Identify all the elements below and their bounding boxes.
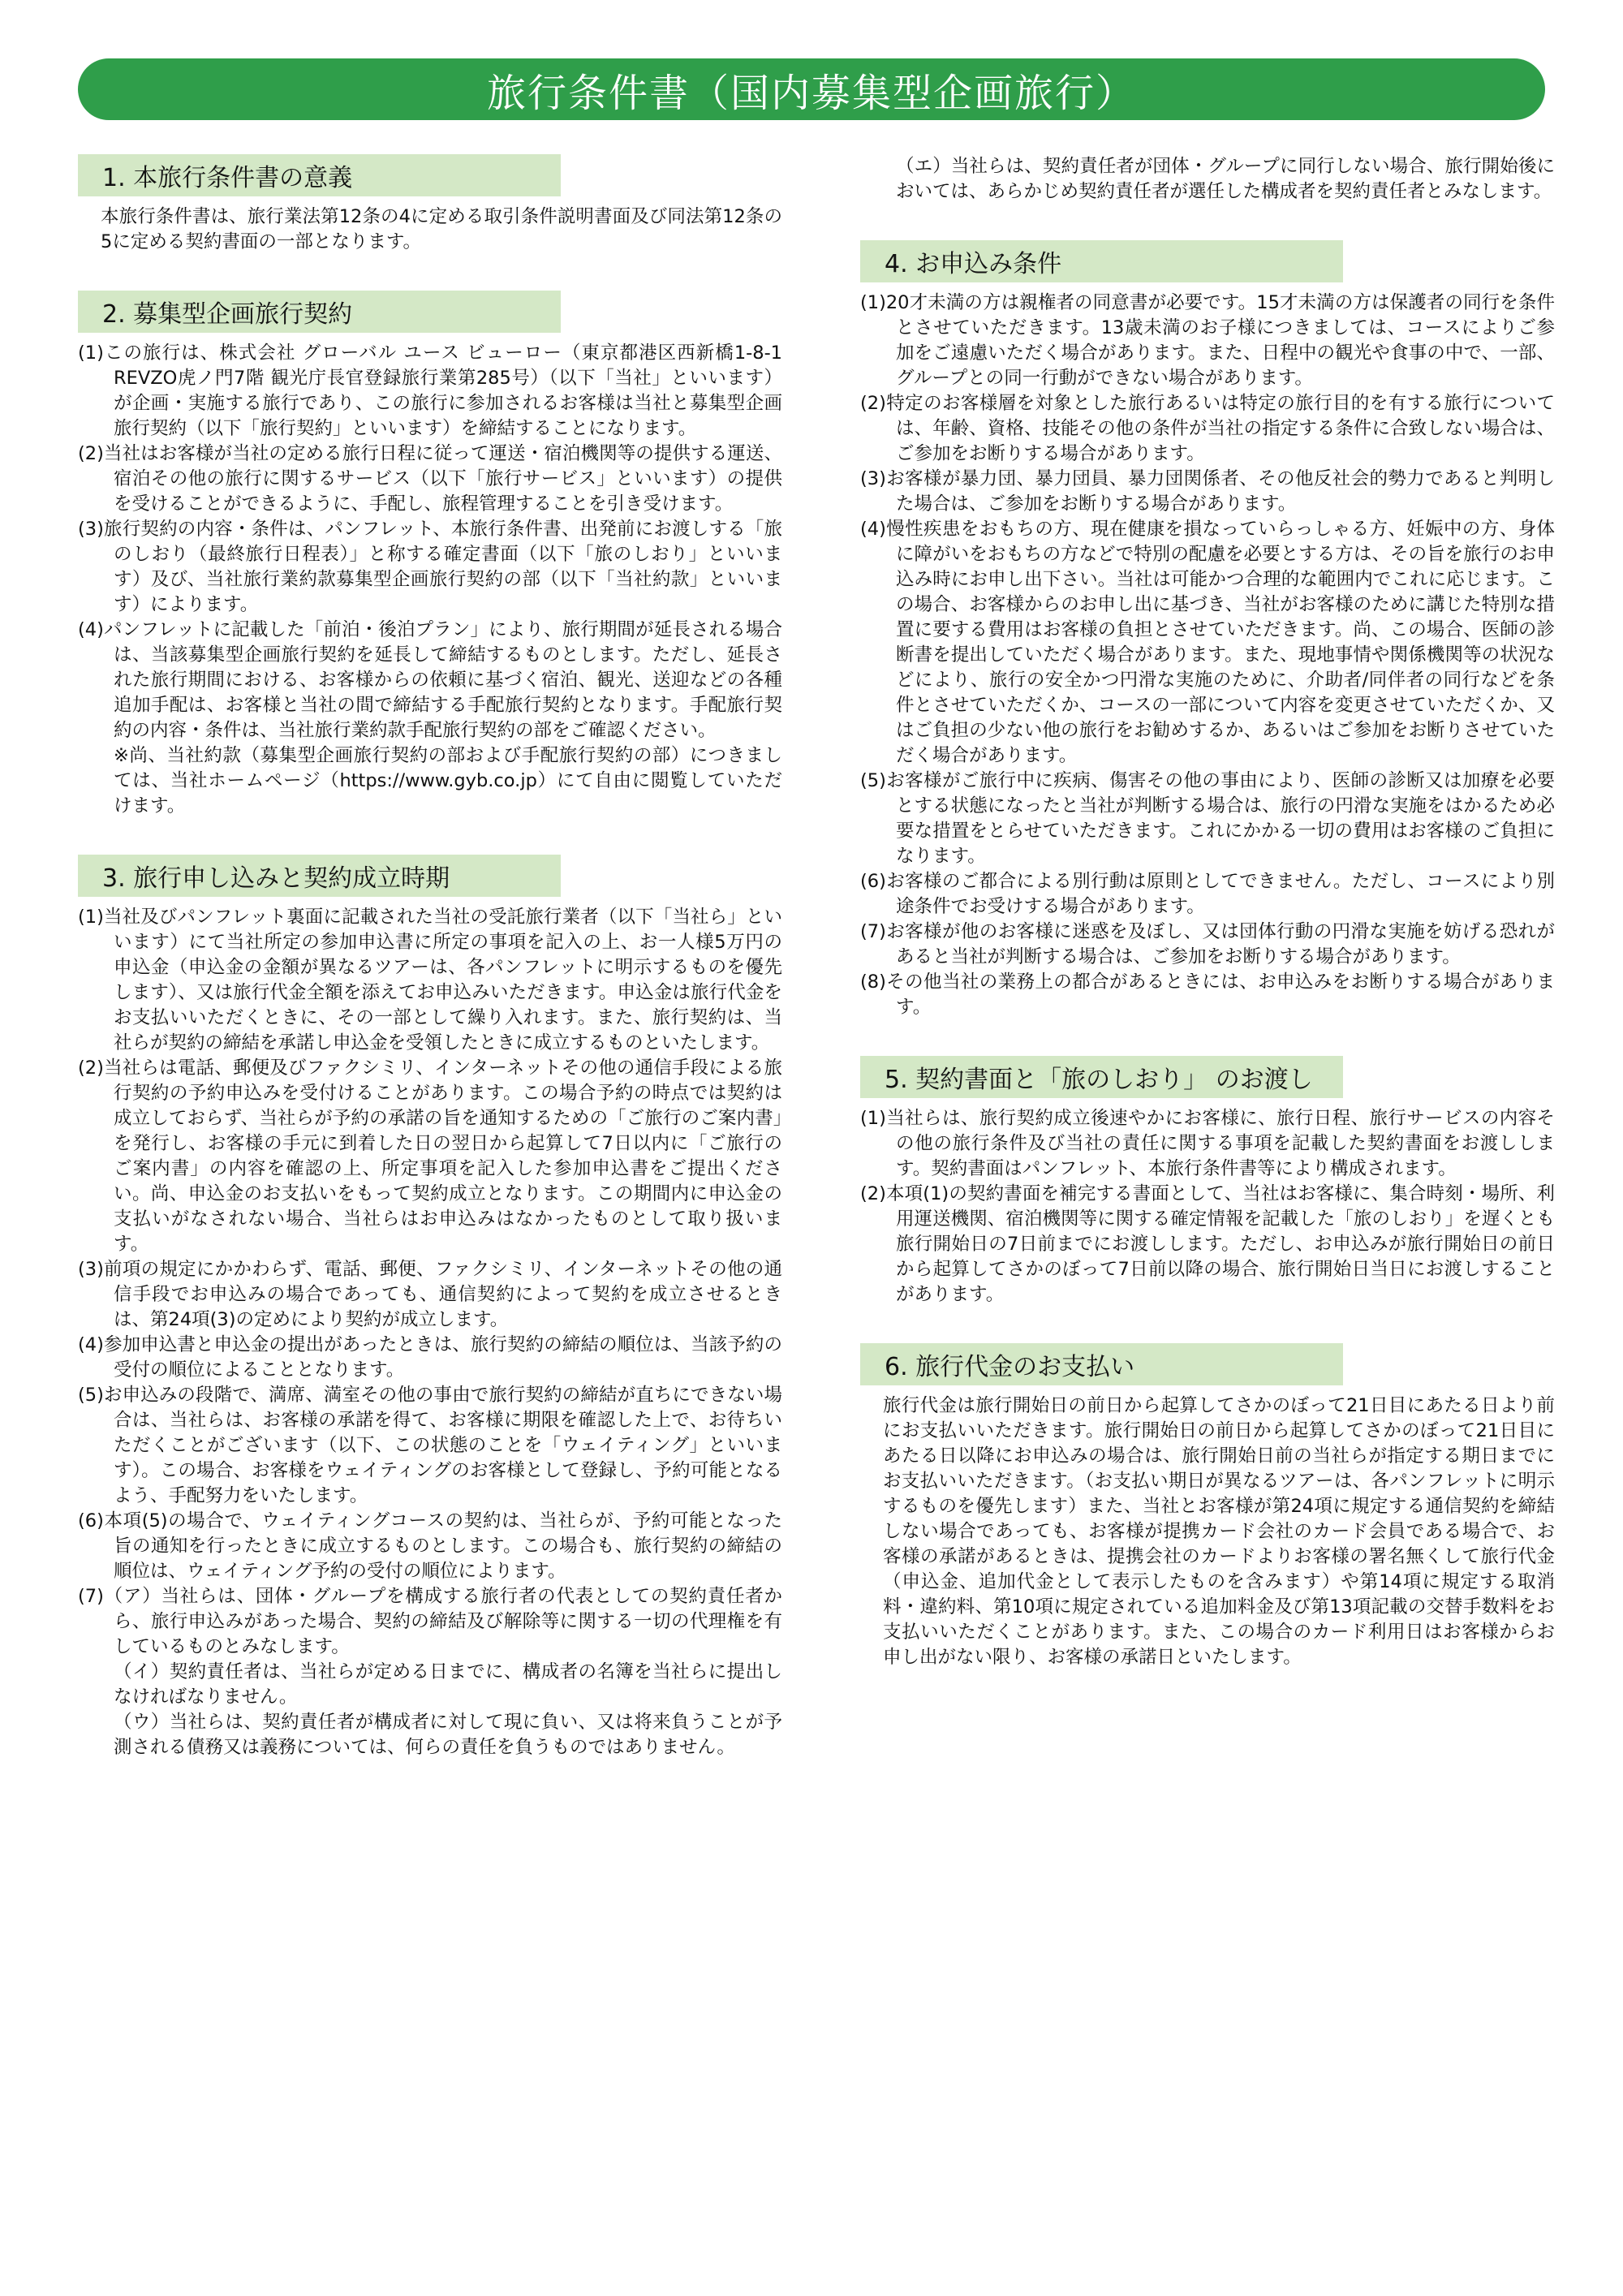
section <box>78 855 782 1760</box>
clause-item: (3)前項の規定にかかわらず、電話、郵便、ファクシミリ、インターネットその他の通信手段でお申込みの場合であっても、通信契約によって契約を成立させるときは、第24項(3)の定めにより契約が成立します。 <box>78 1259 782 1330</box>
section-heading: 5. 契約書面と「旅のしおり」 のお渡し <box>860 1056 1343 1098</box>
page-title: 旅行条件書（国内募集型企画旅行） <box>486 70 1136 116</box>
clause-item: (8)その他当社の業務上の都合があるときには、お申込みをお断りする場合があります。 <box>860 971 1555 1018</box>
clause-item: (1)当社らは、旅行契約成立後速やかにお客様に、旅行日程、旅行サービスの内容その他の旅行条件及び当社の責任に関する事項を記載した契約書面をお渡しします。契約書面はパンフレット、本旅行条件書等により構成されます。 <box>860 1108 1555 1179</box>
clause-text: （エ）当社らは、契約責任者が団体・グループに同行しない場合、旅行開始後においては、あらかじめ契約責任者が選任した構成者を契約責任者とみなします。 <box>896 156 1555 202</box>
clause-item: (1)この旅行は、株式会社 グローバル ユース ビューロー（東京都港区西新橋1-8-1 REVZO虎ノ門7階 観光庁長官登録旅行業第285号）（以下「当社」といいます）が企画・実施する旅行であり、この旅行に参加されるお客様は当社と募集型企画旅行契約（以下「旅行契約」といいます）を締結することになります。 <box>78 342 782 439</box>
clause-item: (2)本項(1)の契約書面を補完する書面として、当社はお客様に、集合時刻・場所、利用運送機関、宿泊機関等に関する確定情報を記載した「旅のしおり」を遅くとも旅行開始日の7日前までにお渡しします。ただし、お申込みが旅行開始日の前日から起算してさかのぼって7日前以降の場合、旅行開始日当日にお渡しすることがあります。 <box>860 1183 1555 1305</box>
clause-item: (5)お申込みの段階で、満席、満室その他の事由で旅行契約の締結が直ちにできない場合は、当社らは、お客様の承諾を得て、お客様に期限を確認した上で、お待ちいただくことがございます（以下、この状態のことを「ウェイティング」といいます）。この場合、お客様をウェイティングのお客様として登録し、予約可能となるよう、手配努力をいたします。 <box>78 1385 782 1506</box>
clause-item: (4)慢性疾患をおもちの方、現在健康を損なっていらっしゃる方、妊娠中の方、身体に障がいをおもちの方などで特別の配慮を必要とする方は、その旨を旅行のお申込み時にお申し出下さい。当社は可能かつ合理的な範囲内でこれに応じます。この場合、お客様からのお申し出に基づき、当社がお客様のために講じた特別な措置に要する費用はお客様の負担とさせていただきます。尚、この場合、医師の診断書を提出していただく場合があります。また、現地事情や関係機関等の状況などにより、旅行の安全かつ円滑な実施のために、介助者/同伴者の同行などを条件とさせていただくか、コースの一部について内容を変更させていただくか、又はご負担の少ない他の旅行をお勧めするか、あるいはご参加をお断りさせていただく場合があります。 <box>860 519 1555 766</box>
clause-item: (6)本項(5)の場合で、ウェイティングコースの契約は、当社らが、予約可能となった旨の通知を行ったときに成立するものとします。この場合も、旅行契約の締結の順位は、ウェイティング予約の受付の順位によります。 <box>78 1510 782 1582</box>
section-heading: 6. 旅行代金のお支払い <box>860 1343 1343 1385</box>
clause-text: 本旅行条件書は、旅行業法第12条の4に定める取引条件説明書面及び同法第12条の5に定める契約書面の一部となります。 <box>101 206 782 252</box>
section <box>78 291 782 819</box>
section-heading: 4. お申込み条件 <box>860 240 1343 282</box>
clause-item: (4)パンフレットに記載した「前泊・後泊プラン」により、旅行期間が延長される場合は、当該募集型企画旅行契約を延長して締結するものとします。ただし、延長された旅行期間における、お客様からの依頼に基づく宿泊、観光、送迎などの各種追加手配は、お客様と当社の間で締結する手配旅行契約となります。手配旅行契約の内容・条件は、当社旅行業約款手配旅行契約の部をご確認ください。 <box>78 619 782 741</box>
clause-item: (4)参加申込書と申込金の提出があったときは、旅行契約の締結の順位は、当該予約の受付の順位によることとなります。 <box>78 1334 782 1381</box>
clause-item: (5)お客様がご旅行中に疾病、傷害その他の事由により、医師の診断又は加療を必要とする状態になったと当社が判断する場合は、旅行の円滑な実施をはかるため必要な措置をとらせていただきます。これにかかる一切の費用はお客様のご負担になります。 <box>860 770 1555 867</box>
clause-item: (3)旅行契約の内容・条件は、パンフレット、本旅行条件書、出発前にお渡しする「旅のしおり（最終旅行日程表）」と称する確定書面（以下「旅のしおり」といいます）及び、当社旅行業約款募集型企画旅行契約の部（以下「当社約款」といいます）によります。 <box>78 519 782 615</box>
clause-item: (7)（ア）当社らは、団体・グループを構成する旅行者の代表としての契約責任者から、旅行申込みがあった場合、契約の締結及び解除等に関する一切の代理権を有しているものとみなします。 <box>78 1586 782 1657</box>
clause-item: (3)お客様が暴力団、暴力団員、暴力団関係者、その他反社会的勢力であると判明した場合は、ご参加をお断りする場合があります。 <box>860 468 1555 515</box>
section <box>860 1056 1555 1307</box>
clause-item: (2)当社はお客様が当社の定める旅行日程に従って運送・宿泊機関等の提供する運送、宿泊その他の旅行に関するサービス（以下「旅行サービス」といいます）の提供を受けることができるように、手配し、旅程管理することを引き受けます。 <box>78 443 782 515</box>
clause-item: (7)お客様が他のお客様に迷惑を及ぼし、又は団体行動の円滑な実施を妨げる恐れがあると当社が判断する場合は、ご参加をお断りする場合があります。 <box>860 921 1555 967</box>
section-heading: 1. 本旅行条件書の意義 <box>78 154 561 196</box>
clause-item: (2)当社らは電話、郵便及びファクシミリ、インターネットその他の通信手段による旅行契約の予約申込みを受付けることがあります。この場合予約の時点では契約は成立しておらず、当社らが予約の承諾の旨を通知するための「ご旅行のご案内書」を発行し、お客様の手元に到着した日の翌日から起算して7日以内に「ご旅行のご案内書」の内容を確認の上、所定事項を記入した参加申込書をご提出ください。尚、申込金のお支払いをもって契約成立となります。この期間内に申込金の支払いがなされない場合、当社らはお申込みはなかったものとして取り扱います。 <box>78 1058 782 1255</box>
clause-item: (2)特定のお客様層を対象とした旅行あるいは特定の旅行目的を有する旅行については、年齢、資格、技能その他の条件が当社の指定する条件に合致しない場合は、ご参加をお断りする場合があります。 <box>860 393 1555 464</box>
section-heading: 3. 旅行申し込みと契約成立時期 <box>78 855 561 897</box>
clause-text: ※尚、当社約款（募集型企画旅行契約の部および手配旅行契約の部）につきましては、当社ホームページ（https://www.gyb.co.jp）にて自由に閲覧していただけます。 <box>114 745 782 816</box>
clause-item: (1)20才未満の方は親権者の同意書が必要です。15才未満の方は保護者の同行を条件とさせていただきます。13歳未満のお子様につきましては、コースによりご参加をご遠慮いただく場合があります。また、日程中の観光や食事の中で、一部、グループとの同一行動ができない場合があります。 <box>860 292 1555 389</box>
clause-text: 旅行代金は旅行開始日の前日から起算してさかのぼって21日目にあたる日より前にお支払いいただきます。旅行開始日の前日から起算してさかのぼって21日目にあたる日以降にお申込みの場合は、旅行開始日前の当社らが指定する期日までにお支払いいただきます。（お支払い期日が異なるツアーは、各パンフレットに明示するものを優先します）また、当社とお客様が第24項に規定する通信契約を締結しない場合であっても、お客様が提携カード会社のカード会員である場合で、お客様の承諾があるときは、提携会社のカードよりお客様の署名無くして旅行代金（申込金、追加代金として表示したものを含みます）や第14項に規定する取消料・違約料、第10項に規定されている追加料金及び第13項記載の交替手数料をお支払いいただくことがあります。また、この場合のカード利用日はお客様からお申し出がない限り、お客様の承諾日といたします。 <box>883 1395 1555 1668</box>
section <box>78 154 782 255</box>
section <box>860 240 1555 1020</box>
clause-text: （ウ）当社らは、契約責任者が構成者に対して現に負い、又は将来負うことが予測される債務又は義務については、何らの責任を負うものではありません。 <box>114 1712 782 1758</box>
left-column <box>78 154 782 1796</box>
section <box>860 154 1555 205</box>
section-heading: 2. 募集型企画旅行契約 <box>78 291 561 333</box>
title-banner <box>78 58 1545 120</box>
clause-text: （イ）契約責任者は、当社らが定める日までに、構成者の名簿を当社らに提出しなければなりません。 <box>114 1661 782 1708</box>
section <box>860 1343 1555 1670</box>
clause-item: (1)当社及びパンフレット裏面に記載された当社の受託旅行業者（以下「当社ら」といいます）にて当社所定の参加申込書に所定の事項を記入の上、お一人様5万円の申込金（申込金の金額が異なるツアーは、各パンフレットに明示するものを優先します）、又は旅行代金全額を添えてお申込みいただきます。申込金は旅行代金をお支払いいただくときに、その一部として繰り入れます。また、旅行契約は、当社らが契約の締結を承諾し申込金を受領したときに成立するものといたします。 <box>78 907 782 1053</box>
clause-item: (6)お客様のご都合による別行動は原則としてできません。ただし、コースにより別途条件でお受けする場合があります。 <box>860 871 1555 917</box>
right-column <box>860 154 1555 1706</box>
